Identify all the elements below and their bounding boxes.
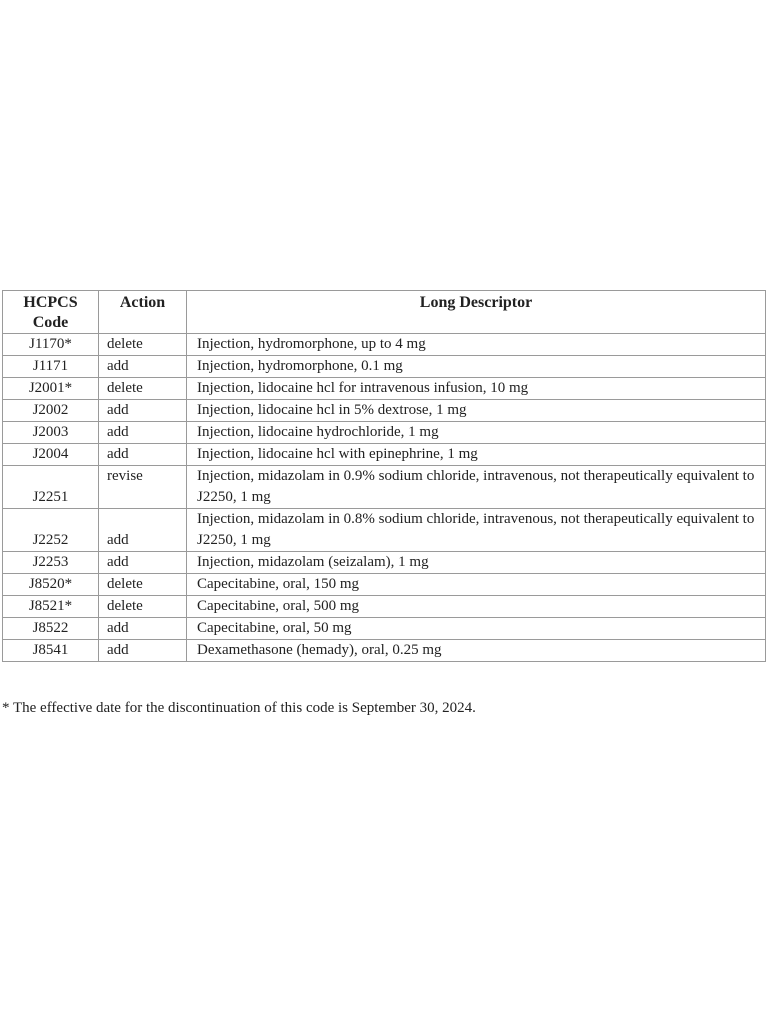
cell-code: J8520* [3,574,99,596]
cell-descriptor: Injection, hydromorphone, up to 4 mg [187,334,766,356]
cell-action: revise [99,466,187,509]
cell-action: add [99,552,187,574]
cell-action: add [99,422,187,444]
cell-code: J2004 [3,444,99,466]
table-header-row [3,291,766,334]
footnote: * The effective date for the discontinuation of this code is September 30, 2024. [2,700,476,716]
cell-code: J2003 [3,422,99,444]
cell-descriptor: Dexamethasone (hemady), oral, 0.25 mg [187,640,766,662]
table-row [3,334,766,356]
cell-action: add [99,400,187,422]
table-row [3,509,766,552]
cell-action: add [99,640,187,662]
cell-action: add [99,618,187,640]
cell-action: delete [99,574,187,596]
cell-code: J1170* [3,334,99,356]
cell-code: J8522 [3,618,99,640]
cell-code: J8541 [3,640,99,662]
table-row [3,618,766,640]
cell-code: J1171 [3,356,99,378]
cell-descriptor: Injection, lidocaine hcl in 5% dextrose, 1 mg [187,400,766,422]
cell-code: J2002 [3,400,99,422]
cell-code: J2001* [3,378,99,400]
header-hcpcs-code: HCPCS Code [3,291,99,334]
table-row [3,400,766,422]
cell-descriptor: Injection, hydromorphone, 0.1 mg [187,356,766,378]
cell-code: J2253 [3,552,99,574]
cell-descriptor: Injection, lidocaine hcl with epinephrine, 1 mg [187,444,766,466]
cell-code: J2251 [3,466,99,509]
table-row [3,552,766,574]
table-row [3,466,766,509]
header-long-descriptor: Long Descriptor [187,291,766,334]
cell-action: add [99,509,187,552]
cell-action: delete [99,378,187,400]
cell-action: delete [99,334,187,356]
cell-action: add [99,356,187,378]
cell-descriptor: Capecitabine, oral, 150 mg [187,574,766,596]
cell-descriptor: Injection, midazolam in 0.8% sodium chloride, intravenous, not therapeutically equivalent to J2250, 1 mg [187,509,766,552]
cell-descriptor: Injection, lidocaine hcl for intravenous infusion, 10 mg [187,378,766,400]
cell-action: delete [99,596,187,618]
table-row [3,444,766,466]
table-row [3,640,766,662]
cell-code: J2252 [3,509,99,552]
table-row [3,574,766,596]
hcpcs-table [2,290,766,662]
table-row [3,596,766,618]
header-action: Action [99,291,187,334]
table-row [3,378,766,400]
cell-descriptor: Injection, midazolam in 0.9% sodium chloride, intravenous, not therapeutically equivalent to J2250, 1 mg [187,466,766,509]
cell-descriptor: Injection, lidocaine hydrochloride, 1 mg [187,422,766,444]
cell-code: J8521* [3,596,99,618]
cell-descriptor: Injection, midazolam (seizalam), 1 mg [187,552,766,574]
table-row [3,356,766,378]
cell-action: add [99,444,187,466]
cell-descriptor: Capecitabine, oral, 500 mg [187,596,766,618]
table-row [3,422,766,444]
cell-descriptor: Capecitabine, oral, 50 mg [187,618,766,640]
